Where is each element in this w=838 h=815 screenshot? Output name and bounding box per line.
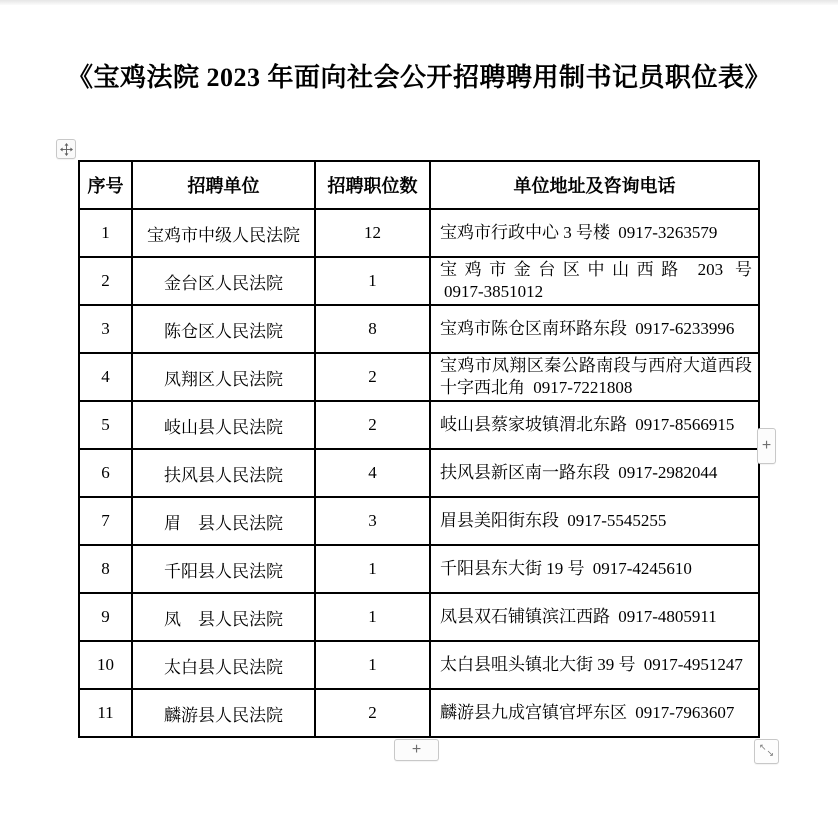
cell-unit: 凤翔区人民法院	[132, 353, 315, 401]
cell-serial: 1	[79, 209, 132, 257]
cell-positions: 2	[315, 353, 430, 401]
cell-unit: 凤 县人民法院	[132, 593, 315, 641]
address-text: 千阳县东大街 19 号	[440, 559, 585, 578]
document-title: 《宝鸡法院 2023 年面向社会公开招聘聘用制书记员职位表》	[66, 63, 771, 92]
cell-address	[430, 641, 759, 689]
cell-positions: 2	[315, 401, 430, 449]
cell-unit: 宝鸡市中级人民法院	[132, 209, 315, 257]
add-column-button[interactable]	[757, 428, 776, 464]
table-row	[79, 353, 759, 401]
cell-address	[430, 545, 759, 593]
cell-serial: 9	[79, 593, 132, 641]
address-text: 宝鸡市行政中心 3 号楼	[440, 223, 610, 242]
table-row	[79, 305, 759, 353]
address-text: 宝鸡市金台区中山西路 203 号	[440, 260, 752, 279]
phone-number: 0917-2982044	[618, 463, 718, 482]
table-row	[79, 257, 759, 305]
cell-positions: 1	[315, 593, 430, 641]
resize-arrow-nw-icon: ↖	[759, 743, 767, 753]
phone-number: 0917-4805911	[618, 607, 717, 626]
address-text: 凤县双石铺镇滨江西路	[440, 607, 610, 626]
table-body	[79, 209, 759, 737]
cell-address	[430, 401, 759, 449]
cell-serial: 6	[79, 449, 132, 497]
cell-positions: 2	[315, 689, 430, 737]
address-text: 太白县咀头镇北大街 39 号	[440, 655, 636, 674]
column-header-2: 招聘职位数	[315, 161, 430, 209]
column-header-3: 单位地址及咨询电话	[430, 161, 759, 209]
column-header-1: 招聘单位	[132, 161, 315, 209]
table-row	[79, 209, 759, 257]
cell-serial: 7	[79, 497, 132, 545]
positions-table	[78, 160, 760, 738]
cell-serial: 10	[79, 641, 132, 689]
address-text: 麟游县九成宫镇官坪东区	[440, 703, 627, 722]
cell-unit: 扶风县人民法院	[132, 449, 315, 497]
cell-serial: 5	[79, 401, 132, 449]
table-row	[79, 545, 759, 593]
address-text: 眉县美阳街东段	[440, 511, 559, 530]
resize-arrow-se-icon: ↘	[766, 749, 774, 759]
cell-unit: 麟游县人民法院	[132, 689, 315, 737]
cell-unit: 太白县人民法院	[132, 641, 315, 689]
table-row	[79, 497, 759, 545]
cell-address	[430, 689, 759, 737]
table-resize-handle[interactable]	[754, 739, 779, 764]
phone-number: 0917-4951247	[643, 655, 743, 674]
table-row	[79, 401, 759, 449]
cell-serial: 11	[79, 689, 132, 737]
cell-positions: 1	[315, 545, 430, 593]
cell-positions: 4	[315, 449, 430, 497]
cell-serial: 4	[79, 353, 132, 401]
cell-positions: 1	[315, 641, 430, 689]
table-header-row	[79, 161, 759, 209]
table-container	[78, 160, 774, 759]
window-top-edge	[0, 0, 838, 5]
cell-positions: 3	[315, 497, 430, 545]
table-row	[79, 593, 759, 641]
cell-address	[430, 257, 759, 305]
plus-icon: +	[761, 437, 772, 454]
cell-serial: 3	[79, 305, 132, 353]
address-text: 宝鸡市陈仓区南环路东段	[440, 319, 627, 338]
add-row-button[interactable]	[394, 739, 439, 761]
cell-address	[430, 353, 759, 401]
cell-positions: 8	[315, 305, 430, 353]
cell-serial: 2	[79, 257, 132, 305]
cell-address	[430, 449, 759, 497]
cell-address	[430, 593, 759, 641]
cell-positions: 12	[315, 209, 430, 257]
cell-unit: 金台区人民法院	[132, 257, 315, 305]
phone-number: 0917-3851012	[444, 282, 544, 301]
cell-unit: 眉 县人民法院	[132, 497, 315, 545]
cell-positions: 1	[315, 257, 430, 305]
move-cross-icon	[60, 143, 73, 156]
address-text: 宝鸡市凤翔区秦公路南段与西府大道西段十字西北角	[440, 356, 752, 397]
table-move-handle[interactable]	[56, 139, 76, 159]
phone-number: 0917-7963607	[635, 703, 735, 722]
phone-number: 0917-7221808	[533, 378, 633, 397]
column-header-0: 序号	[79, 161, 132, 209]
cell-address	[430, 209, 759, 257]
cell-unit: 岐山县人民法院	[132, 401, 315, 449]
cell-address	[430, 305, 759, 353]
cell-serial: 8	[79, 545, 132, 593]
plus-icon: +	[411, 741, 422, 758]
phone-number: 0917-6233996	[635, 319, 735, 338]
cell-address	[430, 497, 759, 545]
table-row	[79, 689, 759, 737]
phone-number: 0917-5545255	[567, 511, 667, 530]
phone-number: 0917-4245610	[592, 559, 692, 578]
table-row	[79, 449, 759, 497]
cell-unit: 陈仓区人民法院	[132, 305, 315, 353]
phone-number: 0917-8566915	[635, 415, 735, 434]
address-text: 扶风县新区南一路东段	[440, 463, 610, 482]
table-row	[79, 641, 759, 689]
address-text: 岐山县蔡家坡镇渭北东路	[440, 415, 627, 434]
phone-number: 0917-3263579	[618, 223, 718, 242]
cell-unit: 千阳县人民法院	[132, 545, 315, 593]
